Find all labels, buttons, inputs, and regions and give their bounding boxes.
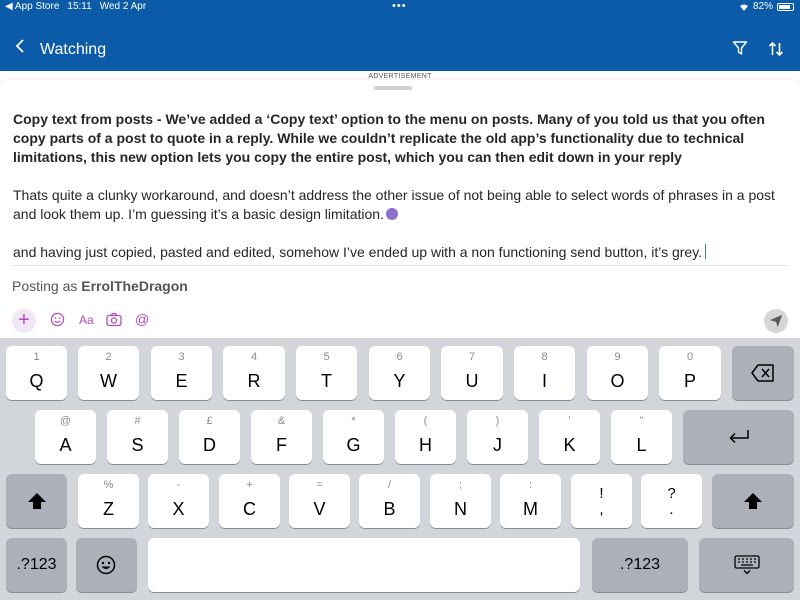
username: ErrolTheDragon [81, 278, 188, 294]
shift-key-right[interactable] [712, 474, 794, 528]
editor-divider [12, 265, 788, 266]
battery-percent: 82% [752, 1, 773, 12]
return-icon [728, 429, 750, 450]
key-e[interactable]: 3 E [151, 346, 212, 400]
key-x[interactable]: - X [148, 474, 209, 528]
numbers-key-right[interactable]: .?123 [592, 538, 688, 592]
numbers-key-left[interactable]: .?123 [6, 538, 67, 592]
key-o[interactable]: 9 O [587, 346, 648, 400]
reply-paragraph: Thats quite a clunky workaround, and doesn’t address the other issue of not being able to select words of phrases in a post and look them up. I’m guessing it’s a basic design limitation. [13, 187, 775, 222]
add-button[interactable]: + [12, 309, 36, 333]
nav-bar [0, 14, 800, 71]
hide-keyboard-key[interactable] [699, 538, 794, 592]
multitask-dots[interactable]: ••• [392, 0, 407, 12]
key-z[interactable]: % Z [78, 474, 139, 528]
key-i[interactable]: 8 I [514, 346, 575, 400]
key-exclaim-comma[interactable]: ! , [571, 474, 632, 528]
text-caret [705, 244, 706, 259]
backspace-key[interactable] [732, 346, 794, 400]
wifi-icon [739, 3, 749, 11]
key-v[interactable]: = V [289, 474, 350, 528]
emoji-icon[interactable] [50, 312, 65, 330]
page-title: Watching [40, 41, 107, 58]
chevron-left-icon[interactable] [12, 38, 28, 59]
emoji-icon [96, 555, 116, 580]
camera-icon[interactable] [106, 312, 122, 330]
key-t[interactable]: 5 T [296, 346, 357, 400]
quoted-text: Copy text from posts - We’ve added a ‘Copy text’ option to the menu on posts. Many of you told us that you often copy parts of a post to quote in a reply. While we couldn’t replicate the old app’s functionality due to technical limitations, this new option lets you copy the entire post, which you can then edit down in your reply [13, 111, 765, 165]
key-a[interactable]: @ A [35, 410, 96, 464]
mention-button[interactable]: @ [135, 311, 150, 327]
send-icon [769, 314, 783, 333]
shift-icon [27, 492, 47, 515]
send-button[interactable] [764, 309, 788, 333]
key-c[interactable]: + C [219, 474, 280, 528]
key-k[interactable]: ’ K [539, 410, 600, 464]
key-g[interactable]: * G [323, 410, 384, 464]
key-u[interactable]: 7 U [441, 346, 503, 400]
key-h[interactable]: ( H [395, 410, 456, 464]
reply-paragraph: and having just copied, pasted and edited, somehow I’ve ended up with a non functioning send button, it’s grey. [13, 243, 788, 262]
space-bar[interactable] [148, 538, 580, 592]
key-question-period[interactable]: ? . [641, 474, 702, 528]
keyboard-dismiss-icon [734, 555, 760, 580]
sheet-grabber[interactable] [374, 86, 412, 90]
key-l[interactable]: ” L [611, 410, 672, 464]
key-b[interactable]: / B [359, 474, 420, 528]
frown-emoji-icon [386, 208, 398, 220]
reply-editor[interactable] [13, 110, 788, 281]
status-time: 15:11 [67, 1, 92, 12]
battery-icon [777, 3, 794, 11]
key-n[interactable]: ; N [430, 474, 491, 528]
status-bar [0, 0, 800, 14]
shift-icon [743, 492, 763, 515]
back-to-app-link[interactable]: ◀ App Store [5, 1, 60, 12]
emoji-key[interactable] [76, 538, 137, 592]
text-format-button[interactable]: Aa [79, 313, 94, 327]
key-y[interactable]: 6 Y [369, 346, 430, 400]
onscreen-keyboard [0, 338, 800, 600]
key-w[interactable]: 2 W [78, 346, 139, 400]
key-d[interactable]: £ D [179, 410, 240, 464]
filter-icon[interactable] [732, 40, 748, 61]
status-date: Wed 2 Apr [99, 1, 147, 12]
key-f[interactable]: & F [251, 410, 312, 464]
advertisement-label: ADVERTISEMENT [368, 73, 432, 80]
key-m[interactable]: : M [500, 474, 561, 528]
shift-key-left[interactable] [6, 474, 67, 528]
key-q[interactable]: 1 Q [6, 346, 67, 400]
return-key[interactable] [683, 410, 794, 464]
composer-toolbar [0, 306, 800, 336]
key-r[interactable]: 4 R [223, 346, 285, 400]
key-p[interactable]: 0 P [659, 346, 721, 400]
key-s[interactable]: # S [107, 410, 168, 464]
sort-icon[interactable] [768, 41, 784, 62]
posting-as: Posting as ErrolTheDragon [12, 278, 188, 294]
key-j[interactable]: ) J [467, 410, 528, 464]
backspace-icon [751, 364, 775, 387]
